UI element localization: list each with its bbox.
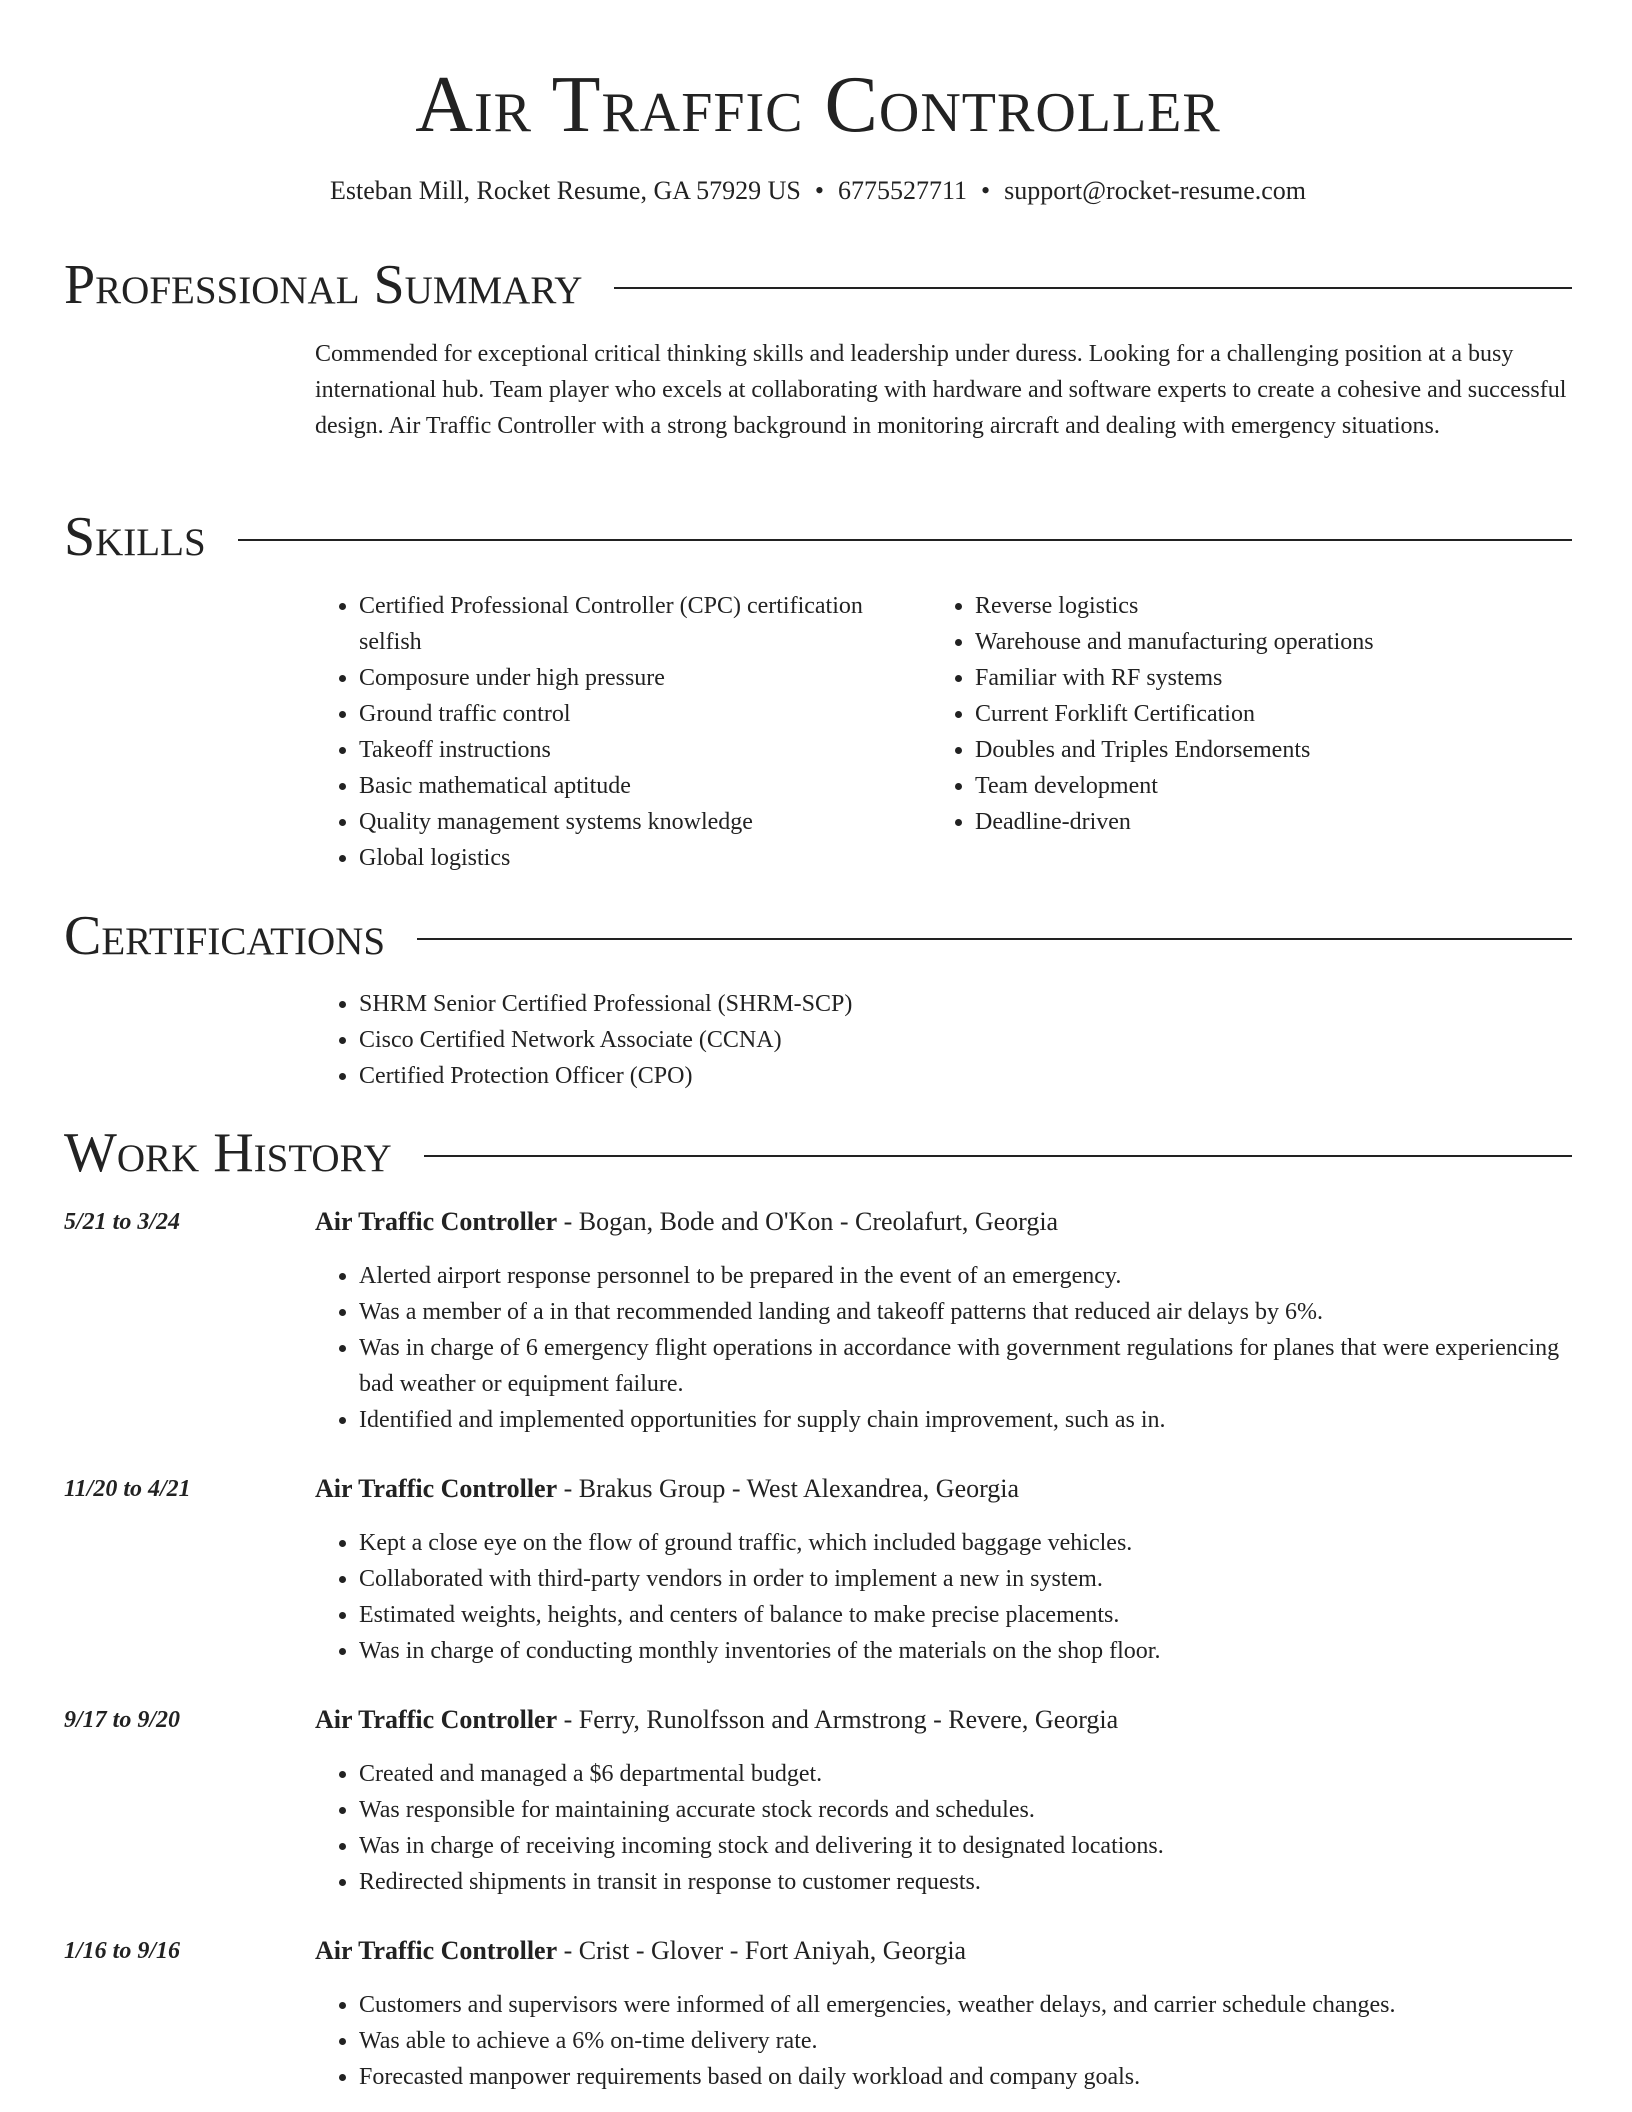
job-bullet-item: • Was a member of a in that recommended landing and takeoff patterns that reduced air delays by 6%. xyxy=(359,1294,1572,1330)
job-bullet-item: • Was in charge of conducting monthly inventories of the materials on the shop floor. xyxy=(359,1633,1572,1669)
certification-item: • Certified Protection Officer (CPO) xyxy=(359,1058,1572,1094)
section-divider xyxy=(238,539,1572,541)
job-employer: - Bogan, Bode and O'Kon - Creolafurt, Georgia xyxy=(557,1207,1059,1236)
contact-address: Esteban Mill, Rocket Resume, GA 57929 US xyxy=(329,176,801,205)
skill-item: • Global logistics xyxy=(359,840,931,876)
section-divider xyxy=(614,287,1572,289)
skill-item: • Current Forklift Certification xyxy=(975,696,1572,732)
job-bullet-item: • Collaborated with third-party vendors in order to implement a new in system. xyxy=(359,1561,1572,1597)
certifications-block xyxy=(315,986,1572,1094)
summary-text: Commended for exceptional critical thinking skills and leadership under duress. Looking for a challenging position at a busy international hub. Team player who excels at collaborating with hardware and software experts to create a cohesive and successful design. Air Traffic Controller with a strong background in monitoring aircraft and dealing with emergency situations. xyxy=(315,341,1567,439)
skill-item: • Takeoff instructions xyxy=(359,732,931,768)
job-bullets-block xyxy=(315,1987,1572,2095)
job-bullet-item: • Was in charge of receiving incoming stock and delivering it to designated locations. xyxy=(359,1828,1572,1864)
job-employer: - Crist - Glover - Fort Aniyah, Georgia xyxy=(557,1936,967,1965)
job-employer: - Ferry, Runolfsson and Armstrong - Revere, Georgia xyxy=(557,1705,1119,1734)
contact-line xyxy=(64,174,1572,208)
skills-columns xyxy=(315,588,1572,876)
summary-heading: Professional Summary xyxy=(64,254,583,316)
job-bullet-item: • Kept a close eye on the flow of ground traffic, which included baggage vehicles. xyxy=(359,1525,1572,1561)
job-dates: 9/17 to 9/20 xyxy=(64,1707,181,1733)
job-bullets-block xyxy=(315,1258,1572,1438)
certifications-section-header xyxy=(64,904,1572,968)
job-role: Air Traffic Controller xyxy=(315,1474,558,1503)
job-bullet-list xyxy=(315,1756,1572,1900)
job-bullet-item: • Forecasted manpower requirements based on daily workload and company goals. xyxy=(359,2059,1572,2095)
job-bullet-item: • Redirected shipments in transit in response to customer requests. xyxy=(359,1864,1572,1900)
skill-item: • Reverse logistics xyxy=(975,588,1572,624)
skill-item: • Ground traffic control xyxy=(359,696,931,732)
work-history-heading: Work History xyxy=(64,1122,392,1184)
section-divider xyxy=(417,938,1572,940)
skill-item: • Quality management systems knowledge xyxy=(359,804,931,840)
job-bullet-item: • Alerted airport response personnel to be prepared in the event of an emergency. xyxy=(359,1258,1572,1294)
contact-email: support@rocket-resume.com xyxy=(1004,176,1307,205)
certification-item: • SHRM Senior Certified Professional (SHRM-SCP) xyxy=(359,986,1572,1022)
skill-item: • Warehouse and manufacturing operations xyxy=(975,624,1572,660)
contact-separator: • xyxy=(814,176,824,205)
summary-section-header xyxy=(64,253,1572,317)
job-bullet-item: • Created and managed a $6 departmental budget. xyxy=(359,1756,1572,1792)
skill-item: • Familiar with RF systems xyxy=(975,660,1572,696)
contact-phone: 6775527711 xyxy=(837,176,967,205)
job-bullet-list xyxy=(315,1258,1572,1438)
skill-item: • Doubles and Triples Endorsements xyxy=(975,732,1572,768)
job-bullet-item: • Estimated weights, heights, and centers of balance to make precise placements. xyxy=(359,1597,1572,1633)
resume-title: Air Traffic Controller xyxy=(415,61,1221,149)
job-title-line xyxy=(315,1471,1572,1507)
contact-separator: • xyxy=(980,176,991,205)
certifications-list xyxy=(315,986,1572,1094)
job-title-line xyxy=(315,1933,1572,1969)
job-bullets-block xyxy=(315,1525,1572,1669)
job-role: Air Traffic Controller xyxy=(315,1207,558,1236)
skill-item: • Deadline-driven xyxy=(975,804,1572,840)
job-bullet-item: • Was able to achieve a 6% on-time delivery rate. xyxy=(359,2023,1572,2059)
skill-item: • Composure under high pressure xyxy=(359,660,931,696)
job-bullet-item: • Customers and supervisors were informed of all emergencies, weather delays, and carrier schedule changes. xyxy=(359,1987,1572,2023)
certifications-heading: Certifications xyxy=(64,905,386,967)
skills-heading: Skills xyxy=(64,506,206,568)
job-role: Air Traffic Controller xyxy=(315,1936,558,1965)
section-divider xyxy=(424,1155,1572,1157)
job-bullet-list xyxy=(315,1525,1572,1669)
work-history-section-header xyxy=(64,1121,1572,1185)
job-bullet-item: • Was responsible for maintaining accurate stock records and schedules. xyxy=(359,1792,1572,1828)
job-bullet-item: • Identified and implemented opportunities for supply chain improvement, such as in. xyxy=(359,1402,1572,1438)
certification-item: • Cisco Certified Network Associate (CCNA) xyxy=(359,1022,1572,1058)
job-employer: - Brakus Group - West Alexandrea, Georgia xyxy=(557,1474,1020,1503)
skills-column-left xyxy=(315,588,931,876)
job-bullets-block xyxy=(315,1756,1572,1900)
job-title-line xyxy=(315,1702,1572,1738)
skill-item: • Certified Professional Controller (CPC) certification selfish xyxy=(359,588,931,660)
job-dates: 5/21 to 3/24 xyxy=(64,1209,181,1235)
job-dates: 11/20 to 4/21 xyxy=(64,1476,191,1502)
job-bullet-item: • Was in charge of 6 emergency flight operations in accordance with government regulations for planes that were experiencing bad weather or equipment failure. xyxy=(359,1330,1572,1402)
job-role: Air Traffic Controller xyxy=(315,1705,558,1734)
job-title-line xyxy=(315,1204,1572,1240)
job-bullet-list xyxy=(315,1987,1572,2095)
job-dates: 1/16 to 9/16 xyxy=(64,1938,181,1964)
skills-list-right xyxy=(931,588,1572,840)
skills-section-header xyxy=(64,505,1572,569)
skill-item: • Basic mathematical aptitude xyxy=(359,768,931,804)
skills-column-right xyxy=(931,588,1572,876)
skills-list-left xyxy=(315,588,931,876)
skill-item: • Team development xyxy=(975,768,1572,804)
